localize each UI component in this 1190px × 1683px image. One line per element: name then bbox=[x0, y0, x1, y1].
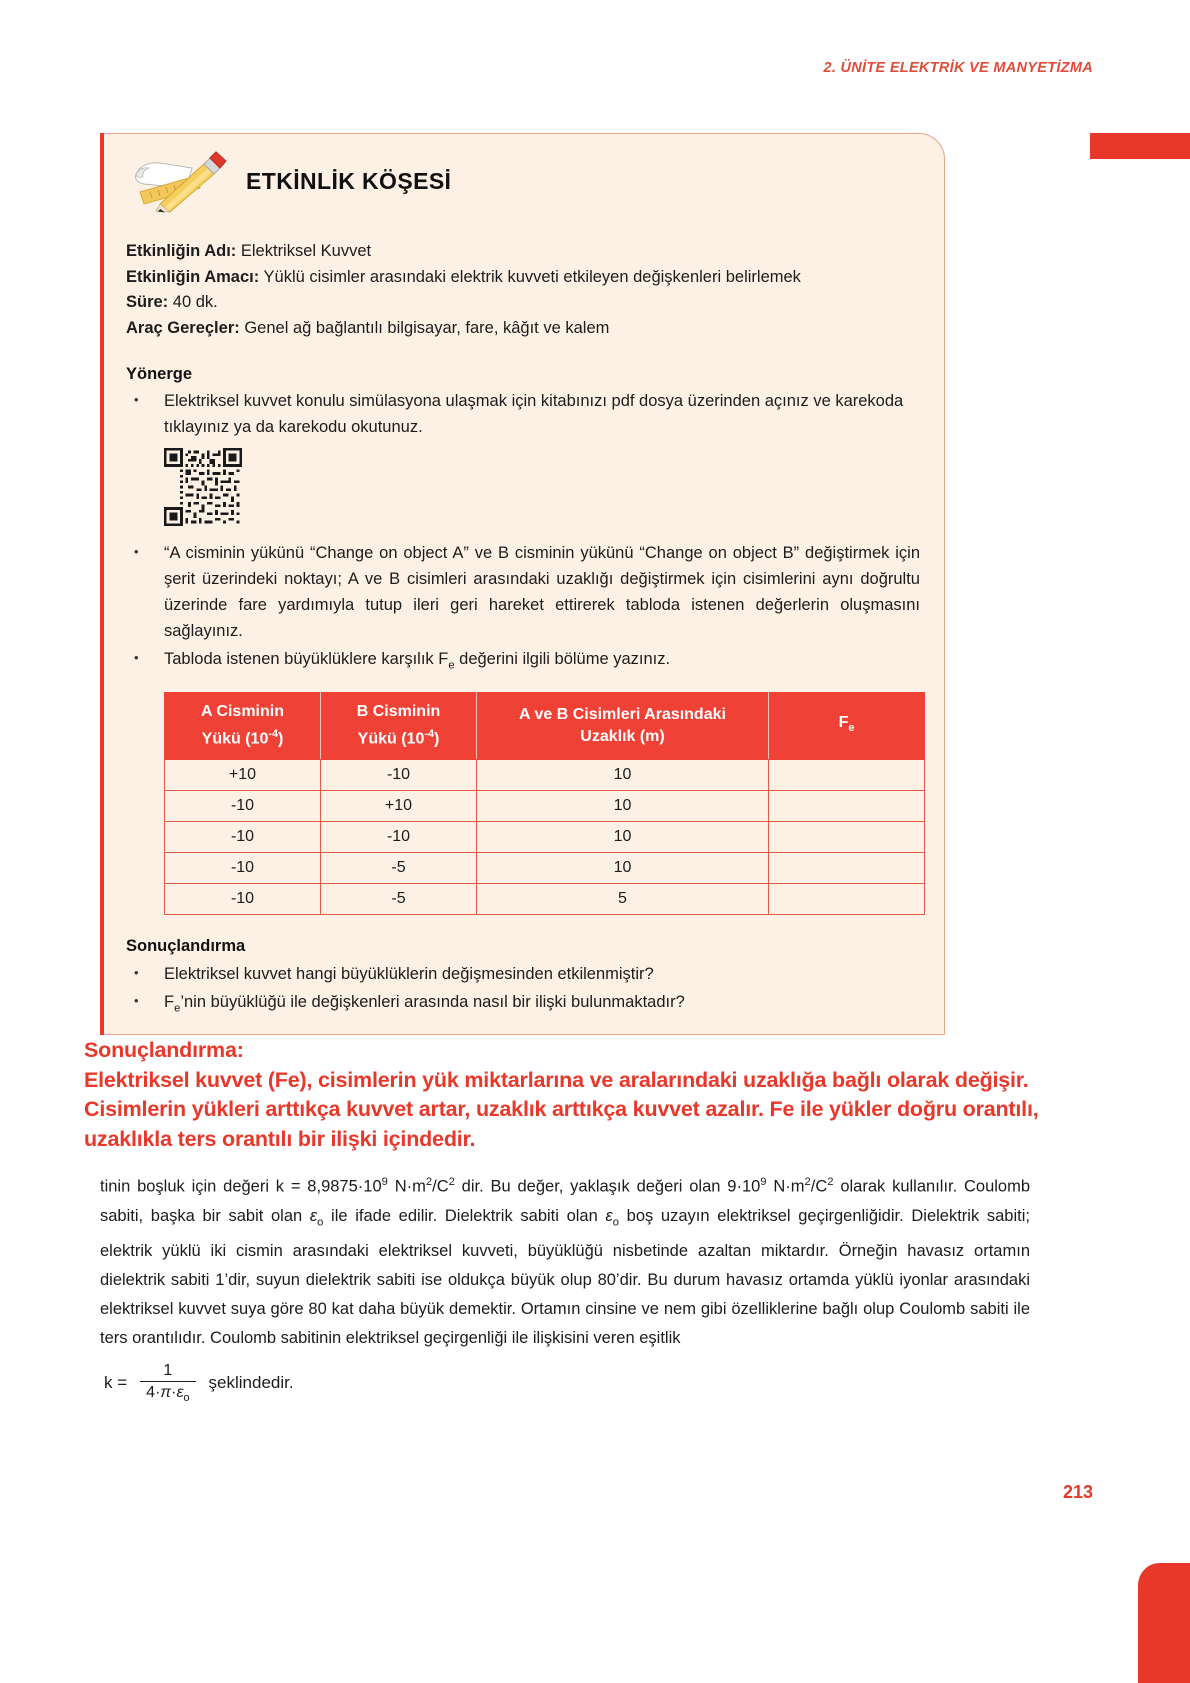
body-sup6: 2 bbox=[827, 1176, 834, 1188]
body-dot3: · bbox=[736, 1177, 742, 1196]
cell-charge-b: -10 bbox=[321, 759, 477, 790]
formula-fraction bbox=[140, 1362, 195, 1404]
meta-value-name: Elektriksel Kuvvet bbox=[236, 242, 372, 260]
col-header-charge-a bbox=[165, 693, 321, 759]
handwritten-answer-block bbox=[84, 1036, 1094, 1154]
body-seg2: 10 bbox=[363, 1177, 382, 1196]
instructions-list bbox=[126, 388, 922, 440]
bottom-right-red-tab bbox=[1138, 1563, 1190, 1683]
activity-meta-materials bbox=[126, 316, 922, 342]
den-4: 4 bbox=[146, 1384, 156, 1401]
body-sup1: 9 bbox=[381, 1176, 388, 1188]
body-seg4: m bbox=[412, 1177, 426, 1196]
qr-code-wrapper[interactable] bbox=[126, 448, 922, 526]
meta-value-purpose: Yüklü cisimler arasındaki elektrik kuvveti etkileyen değişkenleri belirlemek bbox=[259, 267, 801, 286]
body-seg5: /C bbox=[432, 1177, 449, 1196]
col-header-b-close: ) bbox=[434, 730, 440, 748]
pencil-ruler-paper-icon bbox=[130, 148, 230, 214]
instruction-item-3 bbox=[126, 646, 922, 678]
table-instruction-post: değerini ilgili bölüme yazınız. bbox=[454, 650, 671, 668]
results-questions-list bbox=[126, 961, 922, 1021]
cell-fe-input[interactable] bbox=[769, 790, 925, 821]
meta-label-duration: Süre: bbox=[126, 293, 169, 311]
meta-label-materials: Araç Gereçler: bbox=[126, 318, 240, 337]
epsilon-sub-1: o bbox=[317, 1215, 324, 1228]
body-sup2: 2 bbox=[425, 1176, 433, 1188]
cell-charge-a: -10 bbox=[165, 883, 321, 914]
results-q2-post: ’nin büyüklüğü ile değişkenleri arasında nasıl bir ilişki bulunmaktadır? bbox=[180, 992, 685, 1011]
instruction-item-1: • Elektriksel kuvvet konulu simülasyona ulaşmak için kitabınızı pdf dosya üzerinden açınız ve karekoda tıklayınız ya da karekodu okutunuz. bbox=[126, 388, 922, 440]
cell-fe-input[interactable] bbox=[769, 821, 925, 852]
page-number: 213 bbox=[1062, 1482, 1093, 1502]
activity-box bbox=[100, 133, 945, 1035]
formula-trailing-text: şeklindedir. bbox=[208, 1373, 294, 1393]
col-header-charge-b bbox=[321, 693, 477, 759]
meta-value-materials: Genel ağ bağlantılı bilgisayar, fare, kâğıt ve kalem bbox=[239, 318, 610, 337]
cell-charge-b: +10 bbox=[321, 790, 477, 821]
table-body bbox=[165, 759, 925, 914]
cell-fe-input[interactable] bbox=[769, 883, 925, 914]
col-header-a-line2: Yükü (10 bbox=[201, 730, 269, 748]
activity-meta-duration bbox=[126, 290, 922, 316]
results-question-1: • Elektriksel kuvvet hangi büyüklüklerin değişmesinden etkilenmiştir? bbox=[126, 961, 922, 987]
body-seg9: m bbox=[790, 1177, 805, 1196]
body-dot2: · bbox=[406, 1177, 413, 1196]
body-dot4: · bbox=[785, 1177, 791, 1196]
answer-heading: Sonuçlandırma: bbox=[84, 1038, 244, 1062]
table-row bbox=[165, 852, 925, 883]
epsilon-sub-2: o bbox=[612, 1215, 619, 1228]
col-header-b-exp: -4 bbox=[424, 728, 435, 741]
activity-box-left-accent-bar bbox=[100, 133, 104, 1035]
body-seg1: tinin boşluk için değeri k = 8,9875 bbox=[100, 1177, 358, 1196]
results-heading: Sonuçlandırma bbox=[126, 936, 246, 955]
col-header-b-line1: B Cisminin bbox=[356, 703, 441, 721]
cell-distance: 10 bbox=[477, 759, 769, 790]
activity-header bbox=[130, 148, 451, 214]
cell-charge-b: -5 bbox=[321, 852, 477, 883]
den-epsilon: ε bbox=[176, 1384, 184, 1401]
table-row bbox=[165, 883, 925, 914]
cell-charge-a: -10 bbox=[165, 821, 321, 852]
coulomb-constant-formula bbox=[104, 1362, 294, 1404]
activity-meta-name bbox=[126, 239, 922, 265]
formula-lhs: k = bbox=[104, 1373, 128, 1393]
top-right-red-tab bbox=[1090, 133, 1190, 159]
cell-distance: 5 bbox=[477, 883, 769, 914]
cell-fe-input[interactable] bbox=[769, 759, 925, 790]
cell-fe-input[interactable] bbox=[769, 852, 925, 883]
results-question-2 bbox=[126, 989, 922, 1021]
table-instruction-sub: e bbox=[448, 659, 455, 672]
den-pi: π bbox=[160, 1384, 172, 1401]
table-header-row bbox=[165, 693, 925, 759]
body-seg11: olarak kullanılır. Coulomb sabiti, başka bir sabit olan bbox=[100, 1177, 1031, 1225]
cell-distance: 10 bbox=[477, 821, 769, 852]
table-row bbox=[165, 821, 925, 852]
body-seg6: dir. Bu değer, yaklaşık değeri olan 9 bbox=[454, 1177, 737, 1196]
body-paragraph bbox=[100, 1168, 1030, 1353]
col-header-distance bbox=[477, 693, 769, 759]
results-q2-sub: e bbox=[174, 1001, 181, 1014]
col-header-a-line1: A Cisminin bbox=[201, 703, 284, 721]
formula-denominator bbox=[140, 1381, 195, 1404]
running-head: 2. ÜNİTE ELEKTRİK VE MANYETİZMA bbox=[823, 60, 1093, 76]
table-instruction-pre: Tabloda istenen büyüklüklere karşılık F bbox=[164, 650, 449, 668]
cell-distance: 10 bbox=[477, 790, 769, 821]
answer-text: Elektriksel kuvvet (Fe), cisimlerin yük miktarlarına ve aralarındaki uzaklığa bağlı olarak değişir. Cisimlerin yükleri arttıkça kuvvet artar, uzaklık arttıkça kuvvet azalır. Fe ile yükler doğru orantılı, uzaklıkla ters orantılı bir ilişki içindedir. bbox=[84, 1067, 1039, 1151]
cell-distance: 10 bbox=[477, 852, 769, 883]
body-sup3: 2 bbox=[448, 1176, 455, 1188]
col-header-fe bbox=[769, 693, 925, 759]
epsilon-symbol-1: ε bbox=[309, 1206, 318, 1225]
col-header-b-line2: Yükü (10 bbox=[357, 730, 425, 748]
cell-charge-a: -10 bbox=[165, 790, 321, 821]
col-header-c-line2: Uzaklık (m) bbox=[580, 727, 665, 745]
body-dot1: · bbox=[357, 1177, 364, 1196]
col-header-c-line1: A ve B Cisimleri Arasındaki bbox=[519, 705, 726, 723]
instruction-item-2: • “A cisminin yükünü “Change on object A” ve B cisminin yükünü “Change on object B” değiştirmek için şerit üzerindeki noktayı; A ve B cisimleri arasındaki uzaklığı değiştirmek için cisimlerini aynı doğrultu üzerinde fare yardımıyla tutup ileri geri hareket ettirerek tabloda istenen değerlerin oluşmasını sağlayınız. bbox=[126, 540, 922, 644]
body-sup4: 9 bbox=[760, 1176, 767, 1188]
body-seg8: N bbox=[766, 1177, 786, 1196]
cell-charge-a: +10 bbox=[165, 759, 321, 790]
cell-charge-b: -5 bbox=[321, 883, 477, 914]
col-header-a-exp: -4 bbox=[268, 728, 279, 741]
meta-label-name: Etkinliğin Adı: bbox=[126, 242, 237, 260]
cell-charge-b: -10 bbox=[321, 821, 477, 852]
den-epsilon-sub: o bbox=[183, 1392, 190, 1405]
den-dot-1: · bbox=[155, 1384, 161, 1401]
col-header-a-close: ) bbox=[278, 730, 284, 748]
col-header-fe-sub: e bbox=[848, 722, 855, 735]
body-sup5: 2 bbox=[804, 1176, 811, 1188]
table-row bbox=[165, 790, 925, 821]
formula-numerator: 1 bbox=[163, 1362, 173, 1379]
body-seg3: N bbox=[387, 1177, 407, 1196]
den-dot-2: · bbox=[171, 1384, 177, 1401]
meta-label-purpose: Etkinliğin Amacı: bbox=[126, 267, 260, 286]
col-header-fe-symbol: F bbox=[838, 714, 849, 732]
instructions-heading: Yönerge bbox=[126, 365, 193, 383]
table-row bbox=[165, 759, 925, 790]
meta-value-duration: 40 dk. bbox=[168, 293, 218, 311]
body-seg10: /C bbox=[810, 1177, 828, 1196]
measurements-table bbox=[164, 692, 925, 914]
epsilon-symbol-2: ε bbox=[605, 1206, 613, 1225]
activity-title: ETKİNLİK KÖŞESİ bbox=[246, 167, 452, 194]
activity-content bbox=[126, 239, 922, 1023]
body-seg13: boş uzayın elektriksel geçirgenliğidir. Dielektrik sabiti; elektrik yüklü iki cismin arasındaki elektriksel kuvveti, büyüklüğü nisbetinde azaltan miktardır. Örneğin havasız ortamın dielektrik sabiti 1’dir, suyun dielektrik sabiti ise oldukça büyük olup 80’dir. Bu durum havasız ortamda yüklü iyonlar arasındaki elektriksel kuvvet suya göre 80 kat daha büyük demektir. Ortamın cinsine ve nem gibi özelliklerine bağlı olup Coulomb sabiti ile ters orantılıdır. Coulomb sabitinin elektriksel geçirgenliği ile ilişkisini veren eşitlik bbox=[100, 1206, 1030, 1347]
activity-meta-purpose bbox=[126, 265, 922, 291]
body-seg7: 10 bbox=[741, 1177, 761, 1196]
instructions-list-2 bbox=[126, 540, 922, 678]
body-seg12: ile ifade edilir. Dielektrik sabiti olan bbox=[323, 1206, 606, 1225]
qr-code-icon[interactable] bbox=[164, 448, 242, 526]
results-q2-pre: F bbox=[164, 992, 175, 1011]
cell-charge-a: -10 bbox=[165, 852, 321, 883]
